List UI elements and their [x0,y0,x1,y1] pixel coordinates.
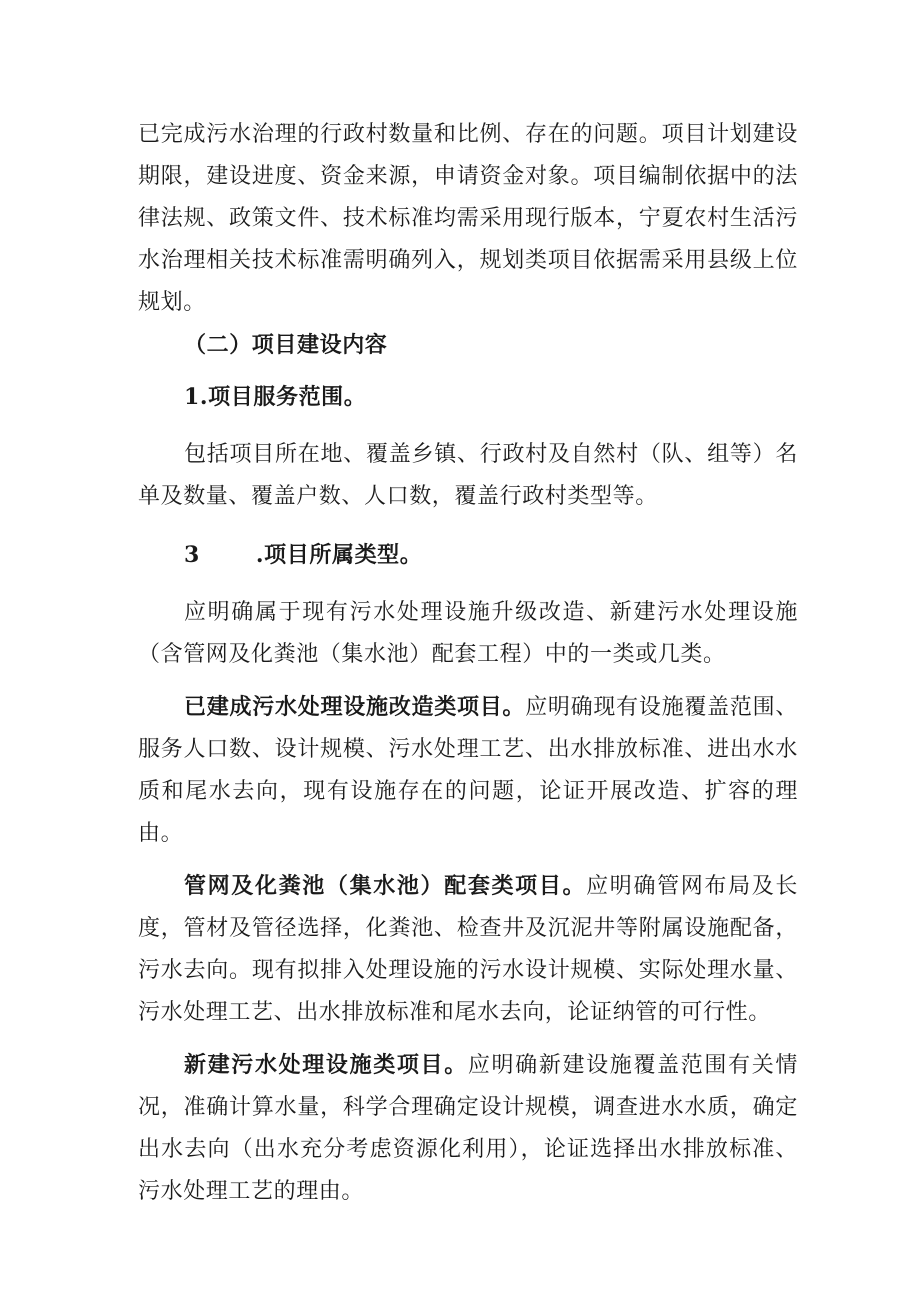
pipeline-project-title: 管网及化粪池（集水池）配套类项目。 [184,873,587,899]
pipeline-project-body: 应明确管网布局及长度，管材及管径选择，化粪池、检查井及沉泥井等附属设施配备，污水去向。现有拟排入处理设施的污水设计规模、实际处理水量、污水处理工艺、出水排放标准和尾水去向，论证纳管的可行性。 [138,874,799,1025]
pipeline-project-paragraph [138,865,798,1034]
renovation-project-title: 已建成污水处理设施改造类项目。 [184,694,526,720]
project-type-paragraph: 应明确属于现有污水处理设施升级改造、新建污水处理设施（含管网及化粪池（集水池）配套工程）中的一类或几类。 [138,600,798,667]
new-facility-project-paragraph [138,1044,798,1213]
item-number: 3 [184,542,200,568]
item-heading-service-scope: 1.项目服务范围。 [184,384,367,410]
section-heading-construction-content: （二）项目建设内容 [184,332,388,358]
renovation-project-body: 应明确现有设施覆盖范围、服务人口数、设计规模、污水处理工艺、出水排放标准、进出水水质和尾水去向，现有设施存在的问题，论证开展改造、扩容的理由。 [138,695,798,846]
service-scope-paragraph: 包括项目所在地、覆盖乡镇、行政村及自然村（队、组等）名单及数量、覆盖户数、人口数，覆盖行政村类型等。 [138,442,798,509]
intro-paragraph: 已完成污水治理的行政村数量和比例、存在的问题。项目计划建设期限，建设进度、资金来源，申请资金对象。项目编制依据中的法律法规、政策文件、技术标准均需采用现行版本，宁夏农村生活污水治理相关技术标准需明确列入，规划类项目依据需采用县级上位规划。 [138,122,798,315]
item-title: .项目所属类型。 [255,542,423,568]
document-body [138,114,798,1213]
item-heading-project-type [138,534,798,576]
new-facility-project-body: 应明确新建设施覆盖范围有关情况，准确计算水量，科学合理确定设计规模，调查进水水质，确定出水去向（出水充分考虑资源化利用），论证选择出水排放标准、污水处理工艺的理由。 [138,1053,798,1204]
new-facility-project-title: 新建污水处理设施类项目。 [184,1052,468,1078]
renovation-project-paragraph [138,686,798,855]
